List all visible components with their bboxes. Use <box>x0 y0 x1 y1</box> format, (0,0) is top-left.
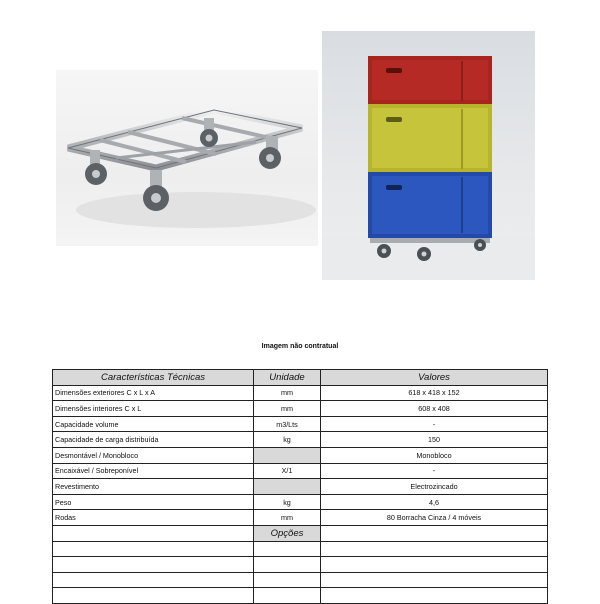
table-row <box>53 479 548 495</box>
trolley-illustration <box>56 70 318 246</box>
spec-unit: kg <box>254 494 321 510</box>
empty-row <box>53 541 548 557</box>
empty-cell <box>254 541 321 557</box>
empty-cell <box>321 588 548 604</box>
spec-value: - <box>321 416 548 432</box>
spec-label: Revestimento <box>53 479 254 495</box>
empty-cell <box>53 557 254 573</box>
empty-cell <box>53 572 254 588</box>
empty-cell <box>254 557 321 573</box>
spec-value: 618 x 418 x 152 <box>321 385 548 401</box>
table-row <box>53 447 548 463</box>
options-blank-cell <box>321 525 548 541</box>
spec-unit: mm <box>254 385 321 401</box>
table-row <box>53 494 548 510</box>
spec-label: Capacidade de carga distribuída <box>53 432 254 448</box>
empty-cell <box>254 588 321 604</box>
empty-cell <box>53 588 254 604</box>
empty-cell <box>321 557 548 573</box>
spec-unit <box>254 447 321 463</box>
spec-label: Dimensões exteriores C x L x A <box>53 385 254 401</box>
empty-cell <box>53 541 254 557</box>
spec-label: Peso <box>53 494 254 510</box>
spec-unit: X/1 <box>254 463 321 479</box>
trolley-photo <box>56 70 318 246</box>
spec-table <box>52 369 548 604</box>
spec-value: 80 Borracha Cinza / 4 móveis <box>321 510 548 526</box>
header-values: Valores <box>321 370 548 386</box>
spec-label: Rodas <box>53 510 254 526</box>
spec-unit <box>254 479 321 495</box>
spec-value: 4,6 <box>321 494 548 510</box>
spec-label: Encaixável / Sobreponível <box>53 463 254 479</box>
header-characteristics: Características Técnicas <box>53 370 254 386</box>
stacked-crates-illustration <box>322 31 535 280</box>
spec-unit: mm <box>254 510 321 526</box>
options-blank-cell <box>53 525 254 541</box>
header-unit: Unidade <box>254 370 321 386</box>
empty-cell <box>254 572 321 588</box>
spec-unit: kg <box>254 432 321 448</box>
options-row <box>53 525 548 541</box>
empty-row <box>53 572 548 588</box>
spec-value: Monobloco <box>321 447 548 463</box>
table-row <box>53 432 548 448</box>
empty-row <box>53 588 548 604</box>
table-row <box>53 510 548 526</box>
spec-value: 608 x 408 <box>321 401 548 417</box>
spec-unit: m3/Lts <box>254 416 321 432</box>
image-disclaimer: Imagem não contratual <box>261 343 339 350</box>
spec-label: Dimensões interiores C x L <box>53 401 254 417</box>
crates-photo <box>322 31 535 280</box>
empty-cell <box>321 541 548 557</box>
empty-row <box>53 557 548 573</box>
empty-cell <box>321 572 548 588</box>
spec-unit: mm <box>254 401 321 417</box>
spec-label: Capacidade volume <box>53 416 254 432</box>
table-row <box>53 401 548 417</box>
table-header-row <box>53 370 548 386</box>
spec-value: - <box>321 463 548 479</box>
table-row <box>53 385 548 401</box>
table-row <box>53 416 548 432</box>
spec-value: Electrozincado <box>321 479 548 495</box>
spec-label: Desmontável / Monobloco <box>53 447 254 463</box>
table-row <box>53 463 548 479</box>
options-label: Opções <box>254 525 321 541</box>
spec-value: 150 <box>321 432 548 448</box>
